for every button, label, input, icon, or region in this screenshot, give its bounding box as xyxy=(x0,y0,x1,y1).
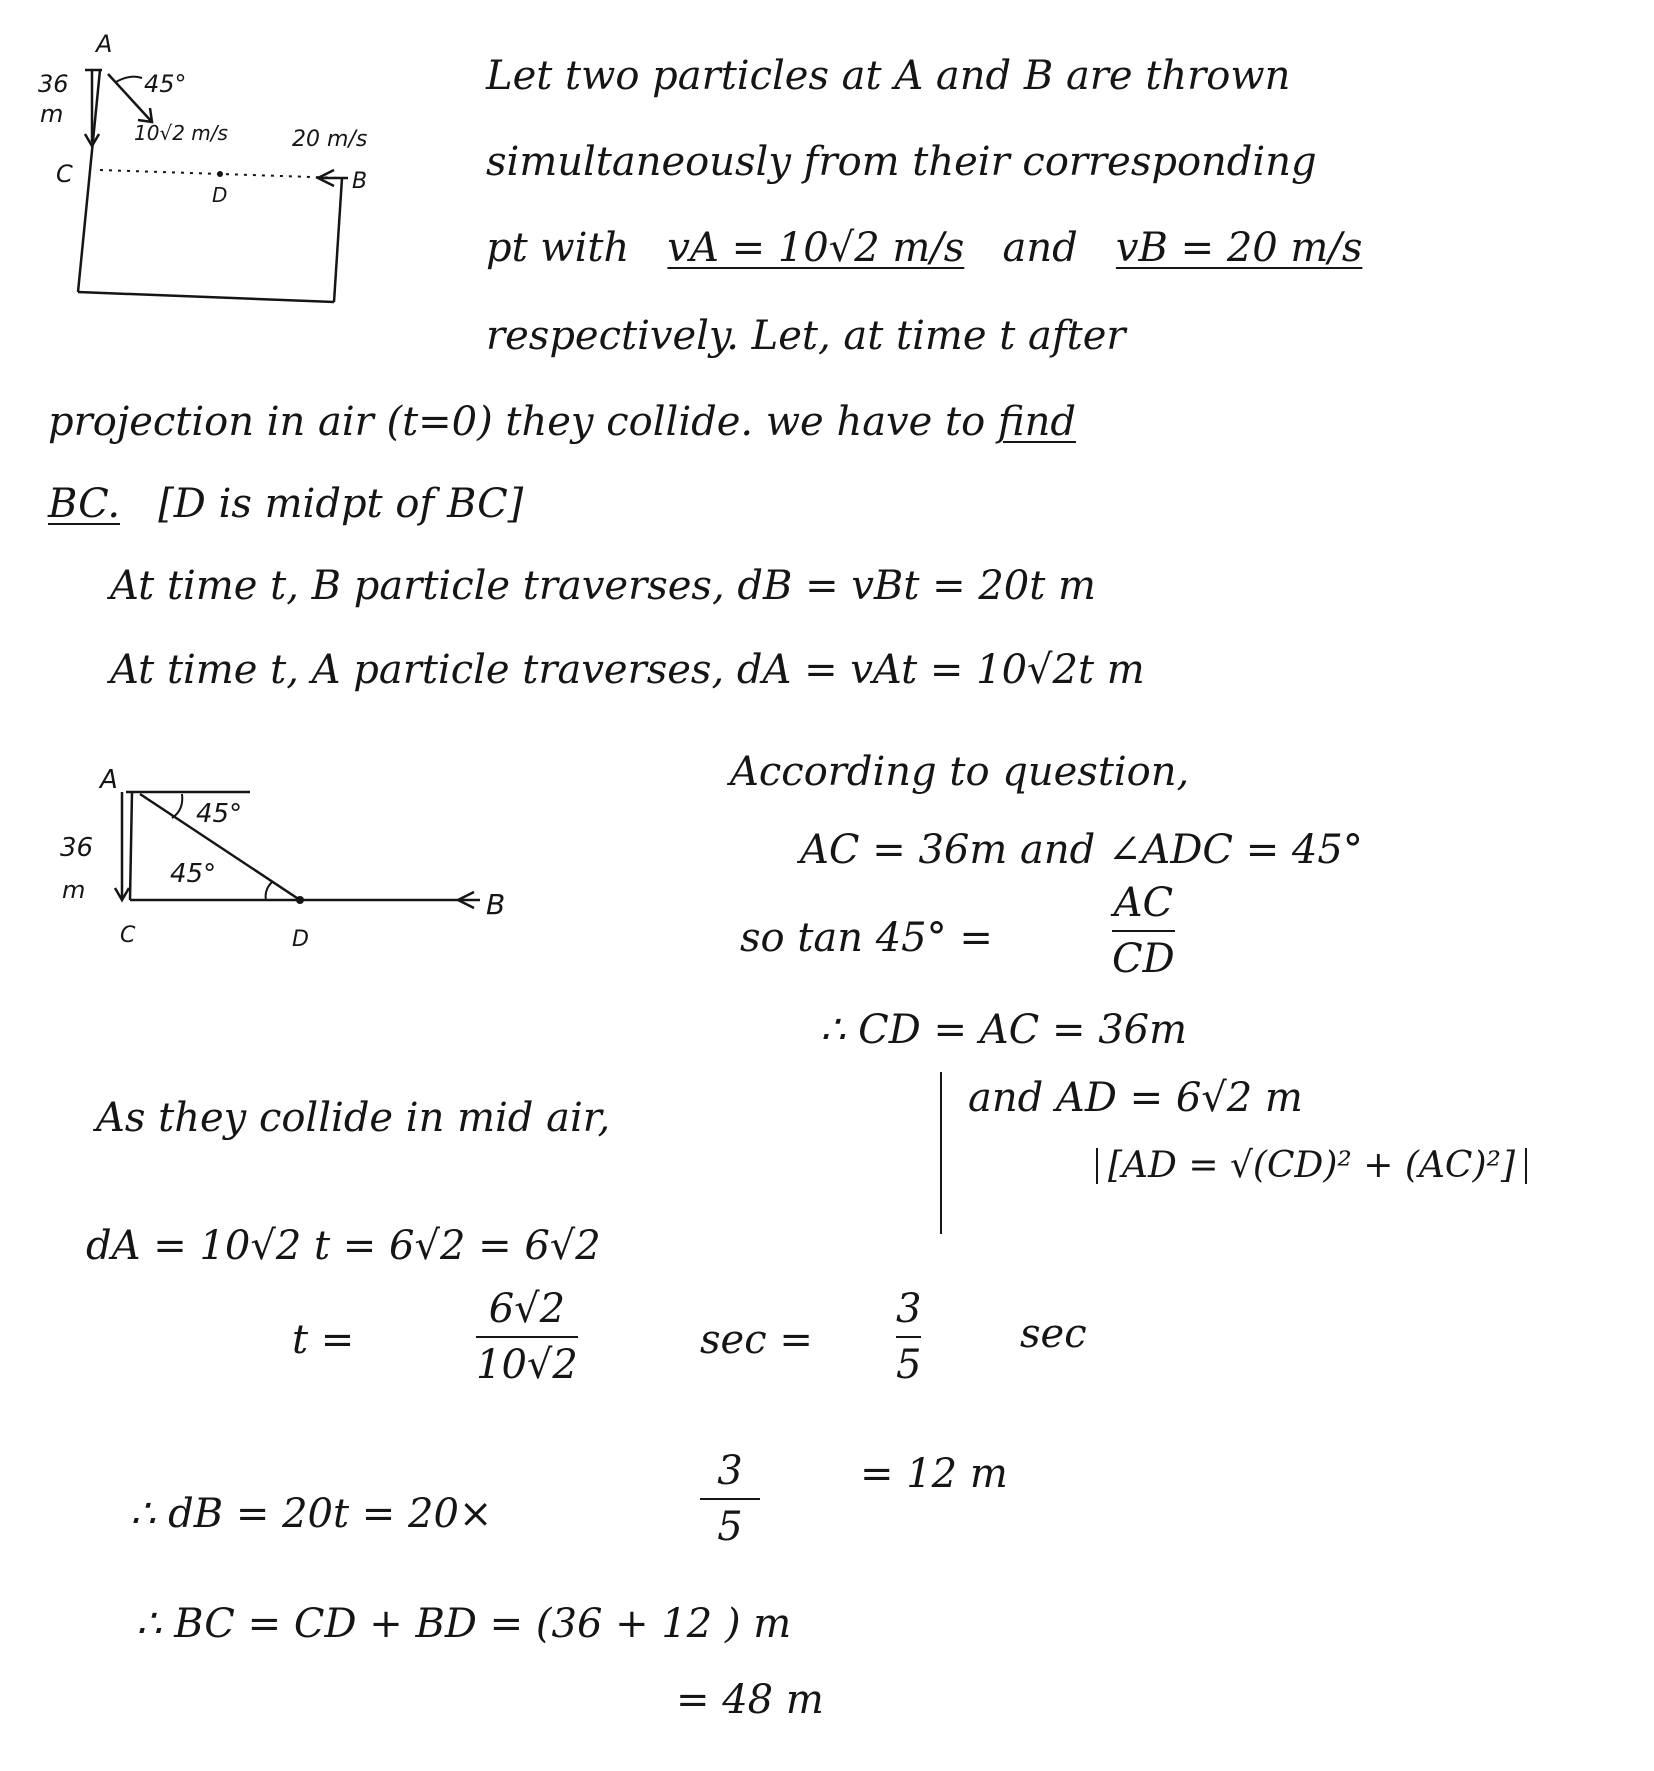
collide-line: As they collide in mid air, xyxy=(96,1095,611,1141)
bc-result: = 48 m xyxy=(676,1677,824,1723)
db-fraction-numerator: 3 xyxy=(717,1448,743,1494)
bc-equation: ∴ BC = CD + BD = (36 + 12 ) m xyxy=(136,1601,792,1647)
t-fraction-numerator: 6√2 xyxy=(488,1286,566,1332)
tan-fraction xyxy=(1112,880,1175,982)
fig1-height-label: 36 xyxy=(38,70,69,98)
fig2-angle-bottom: 45° xyxy=(170,859,217,889)
fig1-rect-right xyxy=(334,178,342,302)
bc-label: BC. xyxy=(48,481,121,527)
velocity-b: vB = 20 m/s xyxy=(1115,225,1363,271)
tan-fraction-bar xyxy=(1112,930,1175,932)
fig2-point-D xyxy=(296,896,304,904)
t-label: t = xyxy=(292,1317,355,1363)
db-fraction-denominator: 5 xyxy=(717,1504,743,1550)
db-fraction xyxy=(700,1448,760,1550)
fig1-vB-label: 20 m/s xyxy=(292,127,368,152)
intro-line-6 xyxy=(48,481,524,527)
fig2-label-C: C xyxy=(120,923,136,948)
t-result-fraction xyxy=(896,1286,921,1388)
fig1-angle-arc xyxy=(116,77,142,82)
da-equation: dA = 10√2 t = 6√2 = 6√2 xyxy=(86,1223,601,1269)
fig1-angle-label: 45° xyxy=(144,70,187,98)
fig1-label-C: C xyxy=(56,160,73,188)
ad-formula: [AD = √(CD)² + (AC)²] xyxy=(1096,1148,1527,1184)
tan-fraction-denominator: CD xyxy=(1112,936,1175,982)
midpoint-note: [D is midpt of BC] xyxy=(158,481,524,527)
fig1-vA-label: 10√2 m/s xyxy=(134,121,228,145)
distance-a-line: At time t, A particle traverses, dA = vAt = 10√2t m xyxy=(110,647,1145,693)
ad-line: and AD = 6√2 m xyxy=(968,1075,1303,1121)
velocity-a: vA = 10√2 m/s xyxy=(667,225,965,271)
fig1-rect-bottom xyxy=(78,292,334,302)
t-fraction-bar xyxy=(476,1336,578,1338)
fig2-label-B: B xyxy=(486,888,506,921)
intro-line-1: Let two particles at A and B are thrown xyxy=(486,53,1291,99)
intro-line-5 xyxy=(48,399,1076,445)
find-word: find xyxy=(997,399,1076,445)
distance-b-line: At time t, B particle traverses, dB = vBt = 20t m xyxy=(110,563,1096,609)
according-line: According to question, xyxy=(730,749,1190,795)
tan-fraction-numerator: AC xyxy=(1113,880,1174,926)
fig1-rect-left xyxy=(78,70,100,292)
fig2-angle-arc-top xyxy=(172,794,182,818)
intro-line-2: simultaneously from their corresponding xyxy=(486,139,1317,185)
t-sec: sec = xyxy=(700,1317,813,1363)
db-fraction-bar xyxy=(700,1498,760,1500)
figure-1-diagram xyxy=(30,30,490,330)
fig1-label-A: A xyxy=(96,30,113,58)
fig1-label-D: D xyxy=(212,183,228,207)
given-line: AC = 36m and ∠ADC = 45° xyxy=(800,827,1363,873)
fig1-label-B: B xyxy=(352,169,368,194)
t-fraction-denominator: 10√2 xyxy=(476,1342,578,1388)
t-fraction xyxy=(476,1286,578,1388)
db-equation: ∴ dB = 20t = 20× xyxy=(130,1491,493,1537)
intro-line-3-prefix: pt with xyxy=(486,225,630,271)
fig2-angle-arc-bottom xyxy=(266,882,272,900)
fig2-side-AC xyxy=(130,792,132,900)
intro-line-5-text: projection in air (t=0) they collide. we have to xyxy=(48,399,986,445)
vertical-divider xyxy=(940,1072,942,1234)
t-result-denominator: 5 xyxy=(896,1342,922,1388)
fig2-label-A: A xyxy=(100,765,118,795)
intro-line-3-and: and xyxy=(1002,225,1078,271)
fig1-height-unit: m xyxy=(40,100,64,128)
fig2-angle-top: 45° xyxy=(196,799,243,829)
db-result: = 12 m xyxy=(860,1451,1008,1497)
fig2-height-unit: m xyxy=(62,876,86,904)
t-result-unit: sec xyxy=(1020,1311,1087,1357)
t-result-bar xyxy=(896,1336,921,1338)
fig2-label-D: D xyxy=(292,927,309,952)
cd-line: ∴ CD = AC = 36m xyxy=(820,1007,1188,1053)
fig1-point-D xyxy=(217,171,223,177)
fig2-height-label: 36 xyxy=(60,833,94,863)
intro-line-4: respectively. Let, at time t after xyxy=(486,313,1126,359)
intro-line-3 xyxy=(486,225,1363,271)
t-result-numerator: 3 xyxy=(896,1286,922,1332)
tan-line: so tan 45° = xyxy=(740,915,993,961)
figure-2-diagram xyxy=(50,760,610,980)
